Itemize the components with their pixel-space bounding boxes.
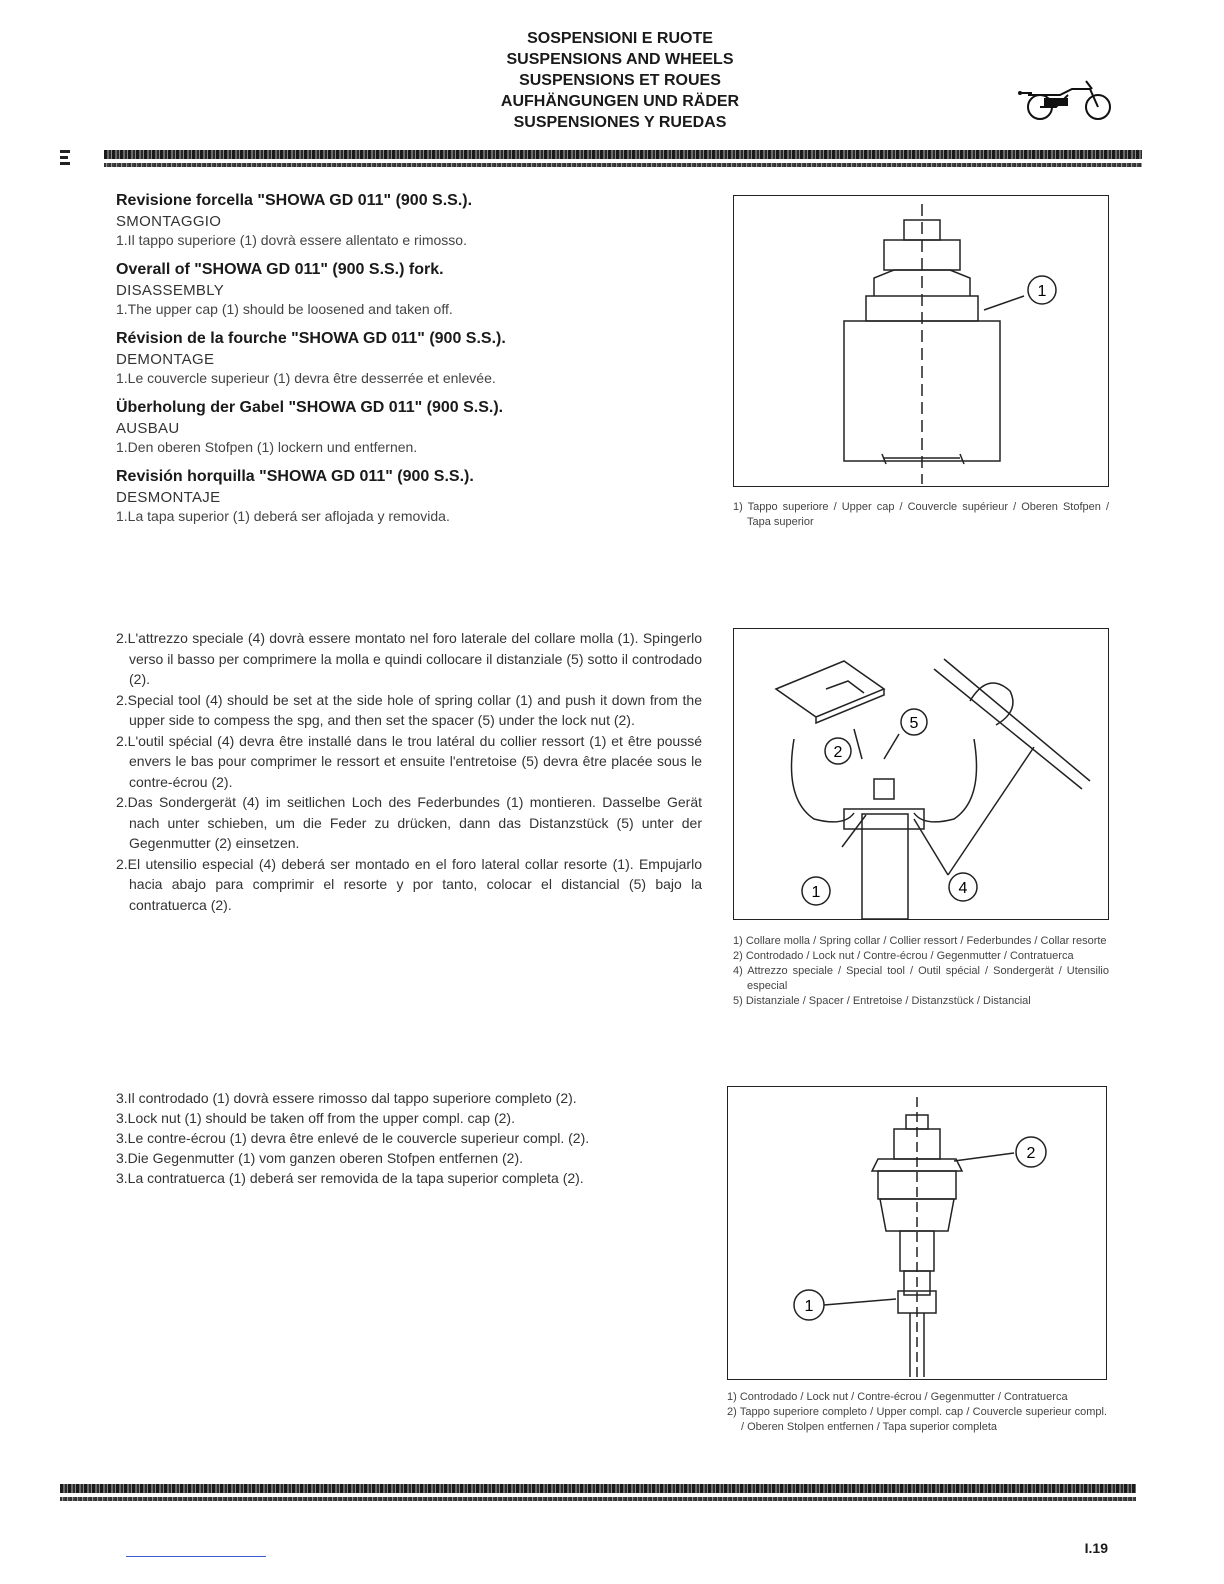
section-subtitle: DISASSEMBLY	[116, 282, 225, 299]
header-line-it: SOSPENSIONI E RUOTE	[527, 30, 713, 47]
page-number: I.19	[1084, 1540, 1108, 1556]
callout-1: 1	[804, 1298, 814, 1315]
figure-1-caption	[733, 500, 1109, 530]
section-1-text	[116, 190, 716, 535]
caption-line: 5) Distanziale / Spacer / Entretoise / Distanzstück / Distancial	[733, 995, 1031, 1007]
callout-1: 1	[811, 884, 821, 901]
page-header	[380, 28, 860, 133]
section-subtitle: DEMONTAGE	[116, 351, 215, 368]
header-rule	[104, 150, 1142, 159]
footer-rule	[60, 1484, 1136, 1493]
lock-nut-drawing	[728, 1087, 1106, 1379]
special-tool-drawing	[734, 629, 1108, 919]
caption-line: 1) Tappo superiore / Upper cap / Couvercle supérieur / Oberen Stofpen / Tapa superior	[733, 501, 1109, 528]
group-es	[116, 466, 716, 526]
callout-5: 5	[909, 715, 919, 732]
footer-link-line	[126, 1556, 266, 1557]
caption-line: 2) Controdado / Lock nut / Contre-écrou / Gegenmutter / Contratuerca	[733, 950, 1074, 962]
header-rule-thin	[104, 163, 1142, 167]
group-de	[116, 397, 716, 457]
group-fr	[116, 328, 716, 388]
section-subtitle: DESMONTAJE	[116, 489, 221, 506]
figure-2-special-tool	[733, 628, 1109, 920]
section-title: Überholung der Gabel "SHOWA GD 011" (900 S.S.).	[116, 399, 504, 416]
section-subtitle: AUSBAU	[116, 420, 180, 437]
step-it: 3.Il controdado (1) dovrà essere rimosso dal tappo superiore completo (2).	[116, 1090, 577, 1106]
section-subtitle: SMONTAGGIO	[116, 213, 222, 230]
section-step: 1.Le couvercle superieur (1) devra être desserrée et enlevée.	[116, 370, 496, 386]
section-title: Overall of "SHOWA GD 011" (900 S.S.) fork.	[116, 261, 444, 278]
group-it	[116, 190, 716, 250]
section-step: 1.La tapa superior (1) deberá ser aflojada y removida.	[116, 508, 450, 524]
step-fr: 3.Le contre-écrou (1) devra être enlevé de le couvercle superieur compl. (2).	[116, 1130, 590, 1146]
header-line-es: SUSPENSIONES Y RUEDAS	[513, 114, 727, 131]
step-es: 3.La contratuerca (1) deberá ser removida de la tapa superior completa (2).	[116, 1170, 584, 1186]
caption-line: 4) Attrezzo speciale / Special tool / Outil spécial / Sondergerät / Utensilio especial	[733, 965, 1109, 992]
section-title: Revisione forcella "SHOWA GD 011" (900 S.S.).	[116, 192, 473, 209]
caption-line: 2) Tappo superiore completo / Upper compl. cap / Couvercle superieur compl. / Oberen Stolpen entfernen / Tapa superior completa	[727, 1406, 1107, 1433]
section-step: 1.Den oberen Stofpen (1) lockern und entfernen.	[116, 439, 418, 455]
step-en: 3.Lock nut (1) should be taken off from the upper compl. cap (2).	[116, 1110, 515, 1126]
section-step: 1.The upper cap (1) should be loosened and taken off.	[116, 301, 453, 317]
callout-4: 4	[958, 880, 968, 897]
figure-3-caption	[727, 1390, 1107, 1435]
callout-2: 2	[833, 744, 843, 761]
upper-cap-drawing	[734, 196, 1108, 486]
step-es: 2.El utensilio especial (4) deberá ser montado en el foro lateral collar resorte (1). Empujarlo hacia abajo para comprimir el resorte y por tanto, colocar el distancial (5) bajo la contratuerca (2).	[116, 855, 702, 913]
group-en	[116, 259, 716, 319]
step-de: 3.Die Gegenmutter (1) vom ganzen oberen Stofpen entfernen (2).	[116, 1150, 524, 1166]
figure-3-lock-nut	[727, 1086, 1107, 1380]
step-fr: 2.L'outil spécial (4) devra être installé dans le trou latéral du collier ressort (1) et être poussé envers le bas pour comprimer le ressort et ensuite l'entretoise (5) devra être placée sous le contre-écrou (2).	[116, 732, 702, 790]
step-en: 2.Special tool (4) should be set at the side hole of spring collar (1) and push it down from the upper side to compess the spg, and then set the spacer (5) under the lock nut (2).	[116, 691, 702, 728]
callout-2: 2	[1026, 1145, 1036, 1162]
section-title: Revisión horquilla "SHOWA GD 011" (900 S.S.).	[116, 468, 474, 485]
header-line-de: AUFHÄNGUNGEN UND RÄDER	[500, 93, 740, 110]
section-title: Révision de la fourche "SHOWA GD 011" (900 S.S.).	[116, 330, 506, 347]
page-margin-mark	[60, 150, 70, 168]
step-it: 2.L'attrezzo speciale (4) dovrà essere montato nel foro laterale del collare molla (1). Spingerlo verso il basso per comprimere la molla e quindi collocare il distanziale (5) sotto il controdado (2).	[116, 630, 702, 687]
figure-1-upper-cap	[733, 195, 1109, 487]
section-2-text	[116, 628, 702, 915]
caption-line: 1) Collare molla / Spring collar / Collier ressort / Federbundes / Collar resorte	[733, 935, 1107, 947]
caption-line: 1) Controdado / Lock nut / Contre-écrou / Gegenmutter / Contratuerca	[727, 1391, 1068, 1403]
section-3-text	[116, 1088, 696, 1188]
step-de: 2.Das Sondergerät (4) im seitlichen Loch des Federbundes (1) montieren. Dasselbe Gerät nach unter schieben, um die Feder zu drücken, dann das Distanzstück (5) unter der Gegenmutter (2) einsetzen.	[116, 794, 702, 851]
header-line-en: SUSPENSIONS AND WHEELS	[506, 51, 734, 68]
section-step: 1.Il tappo superiore (1) dovrà essere allentato e rimosso.	[116, 232, 467, 248]
footer-rule-thin	[60, 1497, 1136, 1501]
motorcycle-icon	[1010, 76, 1114, 124]
callout-1: 1	[1037, 283, 1047, 300]
figure-2-caption	[733, 934, 1109, 1009]
header-line-fr: SUSPENSIONS ET ROUES	[519, 72, 721, 89]
